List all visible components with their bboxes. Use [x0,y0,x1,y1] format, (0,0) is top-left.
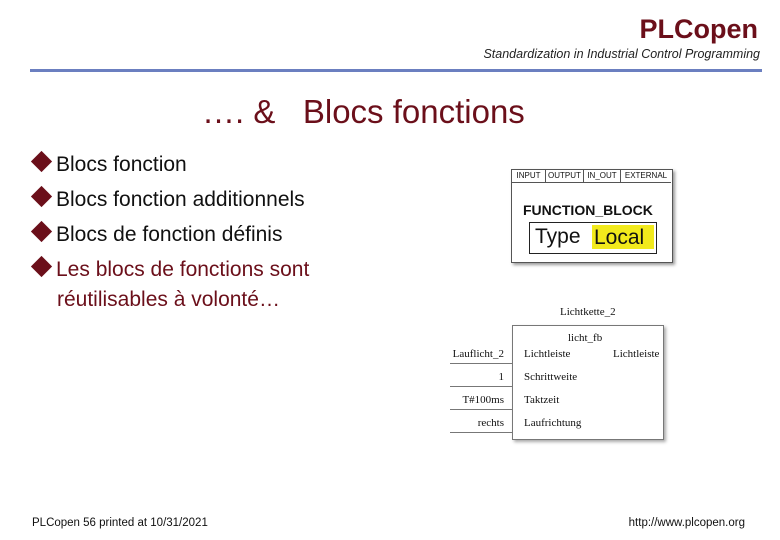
bullet-item [34,153,187,177]
pin-label: Schrittweite [524,371,578,383]
header-divider [30,69,762,72]
bullet-item [34,258,309,282]
tab-in-out: IN_OUT [584,170,621,183]
input-value: 1 [498,371,504,383]
input-line [450,386,512,387]
diamond-bullet-icon [31,256,52,277]
function-block-tabs [512,170,672,183]
bullet-item [34,188,305,212]
brand-name: PLCopen [639,14,758,44]
diamond-bullet-icon [31,151,52,172]
bullet-text: Blocs de fonction définis [56,223,283,246]
output-pin-label: Lichtleiste [613,348,660,360]
diamond-bullet-icon [31,221,52,242]
type-text: Type [535,225,581,248]
input-line [450,432,512,433]
function-block-label: FUNCTION_BLOCK [523,202,653,218]
tab-external: EXTERNAL [621,170,671,183]
pin-label: Lichtleiste [524,348,571,360]
pin-label: Taktzeit [524,394,560,406]
input-value: T#100ms [462,394,504,406]
tab-output: OUTPUT [546,170,584,183]
bullet-text: Les blocs de fonctions sont [56,258,310,281]
input-value: rechts [477,417,504,429]
instance-name: Lichtkette_2 [560,306,616,318]
bullet-text: Blocs fonction additionnels [56,188,305,211]
bullet-item [34,223,282,247]
tagline: Standardization in Industrial Control Programming [483,47,760,61]
bullet-text: Blocs fonction [56,153,187,176]
instance-type: licht_fb [568,332,603,344]
function-block-figure [511,169,673,263]
footer-url[interactable]: http://www.plcopen.org [628,517,745,529]
type-local-box [529,222,657,254]
tab-input: INPUT [512,170,546,183]
input-line [450,363,512,364]
footer-left: PLCopen 56 printed at 10/31/2021 [32,517,208,529]
diamond-bullet-icon [31,186,52,207]
input-line [450,409,512,410]
local-highlight: Local [592,225,654,249]
slide-title: …. & Blocs fonctions [202,93,525,130]
bullet-continuation: réutilisables à volonté… [57,288,280,311]
pin-label: Laufrichtung [524,417,582,429]
input-value: Lauflicht_2 [452,348,504,360]
